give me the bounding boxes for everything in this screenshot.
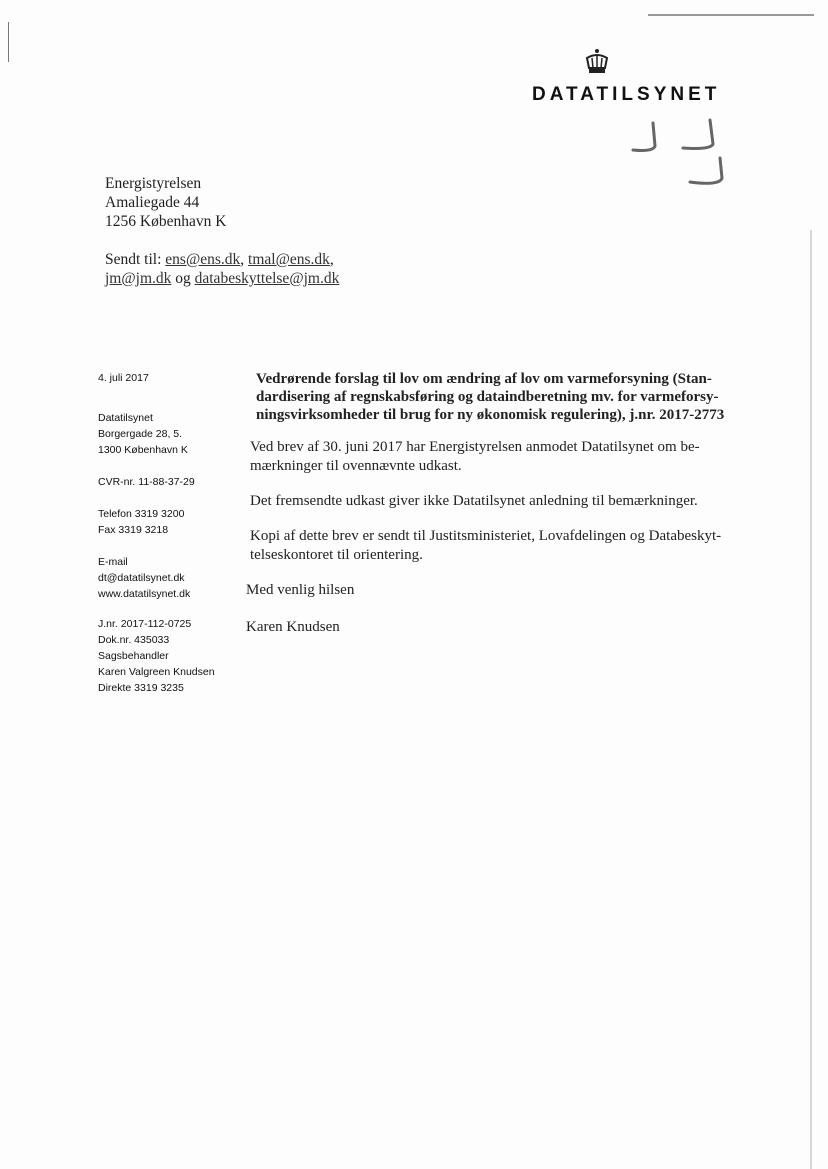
letter-body: [246, 370, 756, 637]
separator: ,: [329, 251, 334, 268]
connector-text: og: [171, 270, 195, 287]
phone-number: Telefon 3319 3200: [98, 508, 185, 520]
direct-phone: Direkte 3319 3235: [98, 682, 184, 694]
email-link[interactable]: databeskyttelse@jm.dk: [194, 270, 340, 287]
org-email[interactable]: dt@datatilsynet.dk: [98, 572, 185, 584]
letter-date: 4. juli 2017: [98, 372, 149, 384]
sent-to-block: [105, 250, 339, 288]
logo-wordmark: DATATILSYNET: [532, 84, 721, 105]
org-name: Datatilsynet: [98, 412, 153, 424]
scan-edge-line: [810, 230, 812, 1169]
paragraph: Det fremsendte udkast giver ikke Datatilsynet anledning til bemærkninger.: [250, 493, 698, 509]
subject-line: Vedrørende forslag til lov om ændring af lov om varmeforsyning (Stan-: [256, 371, 712, 387]
sent-to-label: Sendt til:: [105, 251, 162, 268]
sender-sidebar: [98, 370, 248, 696]
crown-icon: [583, 48, 611, 76]
paragraph-line: telseskontoret til orientering.: [250, 547, 423, 563]
email-link[interactable]: jm@jm.dk: [105, 270, 172, 287]
recipient-line: Amaliegade 44: [105, 194, 200, 211]
journal-number: J.nr. 2017-112-0725: [98, 618, 192, 630]
scan-edge-line: [8, 22, 9, 62]
scan-edge-line: [648, 14, 814, 16]
paragraph: [250, 438, 756, 476]
subject-line: dardisering af regnskabsføring og dataindberetning mv. for varmeforsy-: [256, 389, 719, 405]
closing: Med venlig hilsen: [246, 582, 355, 598]
org-city: 1300 København K: [98, 444, 188, 456]
paragraph-line: Kopi af dette brev er sendt til Justitsministeriet, Lovafdelingen og Databeskyt-: [250, 528, 722, 544]
paragraph-line: mærkninger til ovennævnte udkast.: [250, 458, 462, 474]
separator: ,: [240, 251, 249, 268]
letter-subject: [256, 370, 756, 424]
email-link[interactable]: tmal@ens.dk: [248, 251, 330, 268]
paragraph-line: Ved brev af 30. juni 2017 har Energistyrelsen anmodet Datatilsynet om be-: [250, 439, 700, 455]
email-link[interactable]: ens@ens.dk: [165, 251, 241, 268]
caseworker-name: Karen Valgreen Knudsen: [98, 666, 215, 678]
email-label: E-mail: [98, 556, 128, 568]
document-number: Dok.nr. 435033: [98, 634, 170, 646]
caseworker-label: Sagsbehandler: [98, 650, 169, 662]
fax-number: Fax 3319 3218: [98, 524, 169, 536]
recipient-line: Energistyrelsen: [105, 175, 202, 192]
cvr-number: CVR-nr. 11-88-37-29: [98, 476, 195, 488]
org-street: Borgergade 28, 5.: [98, 428, 183, 440]
signer-name: Karen Knudsen: [246, 619, 340, 635]
org-website[interactable]: www.datatilsynet.dk: [98, 588, 191, 600]
subject-line: ningsvirksomheder til brug for ny økonomisk regulering), j.nr. 2017-2773: [256, 407, 725, 423]
paragraph: [250, 527, 756, 565]
recipient-line: 1256 København K: [105, 213, 227, 230]
handwritten-mark: [625, 118, 730, 193]
recipient-address: [105, 174, 226, 231]
